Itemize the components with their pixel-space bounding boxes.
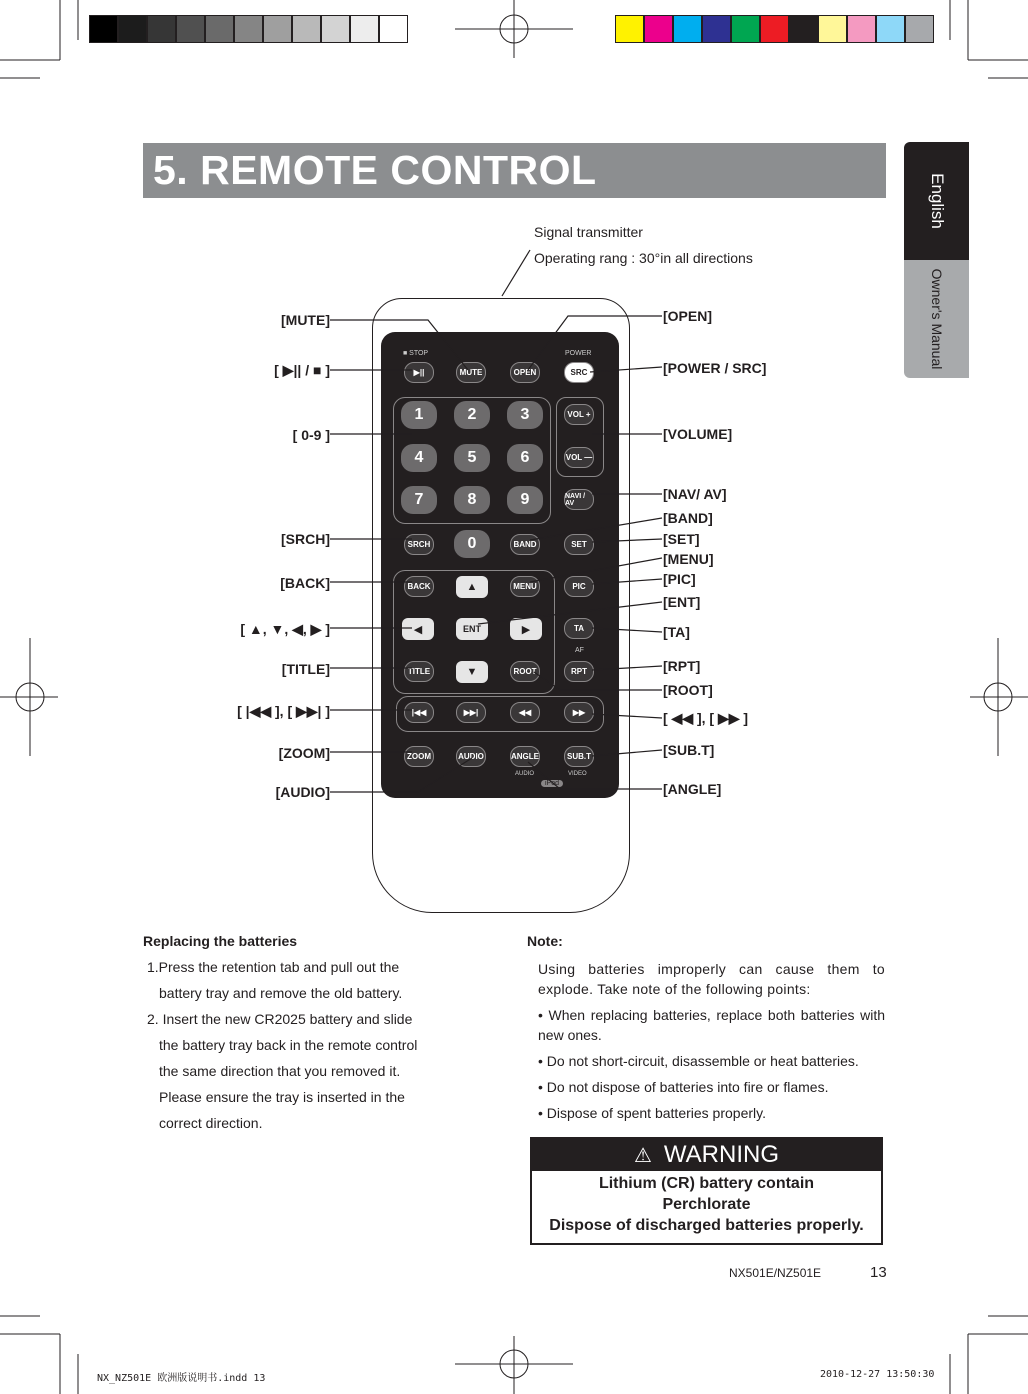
battery-step-line: 2. Insert the new CR2025 battery and slide xyxy=(147,1011,413,1027)
note-bullet: • Do not dispose of batteries into fire or flames. xyxy=(538,1079,829,1095)
digit-9-button[interactable]: 9 xyxy=(507,486,543,514)
set-button[interactable]: SET xyxy=(564,534,594,555)
ipod-small-label: iPod xyxy=(541,780,563,787)
note-bullet: • Dispose of spent batteries properly. xyxy=(538,1105,766,1121)
open-button[interactable]: OPEN xyxy=(510,362,540,383)
label-menu: [MENU] xyxy=(663,551,714,567)
label-skip: [ |◀◀ ], [ ▶▶| ] xyxy=(237,703,330,719)
slug-right: 2010-12-27 13:50:30 xyxy=(820,1369,935,1380)
digit-0-button[interactable]: 0 xyxy=(454,530,490,558)
navi-av-button[interactable]: NAVI / AV xyxy=(564,489,594,510)
label-back: [BACK] xyxy=(280,575,330,591)
vol-up-button[interactable]: VOL + xyxy=(564,404,594,425)
label-angle: [ANGLE] xyxy=(663,781,722,797)
zoom-button[interactable]: ZOOM xyxy=(404,746,434,767)
footer-model: NX501E/NZ501E xyxy=(729,1266,822,1280)
digit-8-button[interactable]: 8 xyxy=(454,486,490,514)
label-root: [ROOT] xyxy=(663,682,713,698)
battery-step-line: the battery tray back in the remote control xyxy=(159,1037,418,1053)
label-rpt: [RPT] xyxy=(663,658,701,674)
note-heading: Note: xyxy=(527,933,563,949)
label-audio: [AUDIO] xyxy=(275,784,330,800)
arrow-up-button[interactable]: ▲ xyxy=(456,576,488,598)
note-bullet: • When replacing batteries, replace both batteries with new ones. xyxy=(538,1007,885,1043)
label-digits: [ 0-9 ] xyxy=(292,427,330,443)
signal-transmitter-label: Signal transmitter xyxy=(534,224,643,240)
audio-button[interactable]: AUDIO xyxy=(456,746,486,767)
label-zoom: [ZOOM] xyxy=(278,745,330,761)
menu-button[interactable]: MENU xyxy=(510,576,540,597)
battery-step-line: correct direction. xyxy=(159,1115,263,1131)
label-play-stop: [ ▶|| / ■ ] xyxy=(274,362,330,378)
label-power-src: [POWER / SRC] xyxy=(663,360,767,376)
band-button[interactable]: BAND xyxy=(510,534,540,555)
mute-button[interactable]: MUTE xyxy=(456,362,486,383)
digit-3-button[interactable]: 3 xyxy=(507,401,543,429)
warning-title: WARNING xyxy=(663,1141,780,1168)
warning-line: Dispose of discharged batteries properly. xyxy=(549,1217,864,1234)
label-navi-av: [NAV/ AV] xyxy=(663,486,727,502)
pic-button[interactable]: PIC xyxy=(564,576,594,597)
battery-step-line: Please ensure the tray is inserted in the xyxy=(159,1089,405,1105)
page-number: 13 xyxy=(870,1264,887,1281)
label-volume: [VOLUME] xyxy=(663,426,733,442)
subt-button[interactable]: SUB.T xyxy=(564,746,594,767)
label-srch: [SRCH] xyxy=(281,531,330,547)
vol-down-button[interactable]: VOL — xyxy=(564,447,594,468)
arrow-left-button[interactable]: ◀ xyxy=(402,618,434,640)
warning-line: Perchlorate xyxy=(662,1196,751,1213)
ta-button[interactable]: TA xyxy=(564,618,594,639)
warning-line: Lithium (CR) battery contain xyxy=(598,1175,815,1192)
operating-range-label: Operating rang : 30°in all directions xyxy=(534,250,753,266)
arrow-right-button[interactable]: ▶ xyxy=(510,618,542,640)
label-pic: [PIC] xyxy=(663,571,696,587)
arrow-down-button[interactable]: ▼ xyxy=(456,661,488,683)
video-small-label: VIDEO xyxy=(568,771,587,777)
prev-track-button[interactable]: |◀◀ xyxy=(404,702,434,723)
power-small-label: POWER xyxy=(565,350,592,357)
warning-box xyxy=(530,1137,883,1245)
label-ta: [TA] xyxy=(663,624,690,640)
label-mute: [MUTE] xyxy=(281,312,330,328)
label-subt: [SUB.T] xyxy=(663,742,715,758)
battery-step-line: battery tray and remove the old battery. xyxy=(159,985,403,1001)
root-button[interactable]: ROOT xyxy=(510,661,540,682)
note-bullet: • Do not short-circuit, disassemble or heat batteries. xyxy=(538,1053,859,1069)
label-title: [TITLE] xyxy=(281,661,330,677)
batteries-steps xyxy=(143,954,443,1136)
stop-small-label: ■ STOP xyxy=(403,350,429,357)
title-button[interactable]: TITLE xyxy=(404,661,434,682)
srch-button[interactable]: SRCH xyxy=(404,534,434,555)
label-open: [OPEN] xyxy=(663,308,712,324)
label-arrows: [ ▲, ▼, ◀, ▶ ] xyxy=(240,621,330,637)
audio-small-label: AUDIO xyxy=(515,771,535,777)
play-pause-button[interactable]: ▶|| xyxy=(404,362,434,383)
slug-left: NX_NZ501E 欧洲版说明书.indd 13 xyxy=(97,1373,266,1384)
ent-button[interactable]: ENT xyxy=(456,618,488,640)
side-tab-english-label: English xyxy=(927,173,947,229)
battery-step-line: 1.Press the retention tab and pull out the xyxy=(147,959,400,975)
digit-1-button[interactable]: 1 xyxy=(401,401,437,429)
digit-4-button[interactable]: 4 xyxy=(401,444,437,472)
label-set: [SET] xyxy=(663,531,700,547)
warning-triangle-icon: ⚠ xyxy=(633,1144,652,1167)
label-ent: [ENT] xyxy=(663,594,701,610)
src-button[interactable]: SRC xyxy=(564,362,594,383)
back-button[interactable]: BACK xyxy=(404,576,434,597)
battery-step-line: the same direction that you removed it. xyxy=(159,1063,401,1079)
side-tab-manual-label: Owner's Manual xyxy=(928,268,945,370)
page-title: 5. REMOTE CONTROL xyxy=(153,147,597,193)
af-small-label: AF xyxy=(575,647,584,654)
angle-button[interactable]: ANGLE xyxy=(510,746,540,767)
digit-7-button[interactable]: 7 xyxy=(401,486,437,514)
digit-2-button[interactable]: 2 xyxy=(454,401,490,429)
rewind-button[interactable]: ◀◀ xyxy=(510,702,540,723)
note-section xyxy=(527,933,885,1123)
warning-body xyxy=(532,1173,881,1236)
batteries-heading: Replacing the batteries xyxy=(143,933,298,949)
fast-forward-button[interactable]: ▶▶ xyxy=(564,702,594,723)
note-intro: Using batteries improperly can cause them to explode. Take note of the following points: xyxy=(538,961,885,997)
digit-6-button[interactable]: 6 xyxy=(507,444,543,472)
digit-5-button[interactable]: 5 xyxy=(454,444,490,472)
rpt-button[interactable]: RPT xyxy=(564,661,594,682)
label-fast: [ ◀◀ ], [ ▶▶ ] xyxy=(663,710,749,726)
warning-header xyxy=(532,1139,881,1171)
batteries-section xyxy=(143,933,443,1136)
label-band: [BAND] xyxy=(663,510,713,526)
next-track-button[interactable]: ▶▶| xyxy=(456,702,486,723)
